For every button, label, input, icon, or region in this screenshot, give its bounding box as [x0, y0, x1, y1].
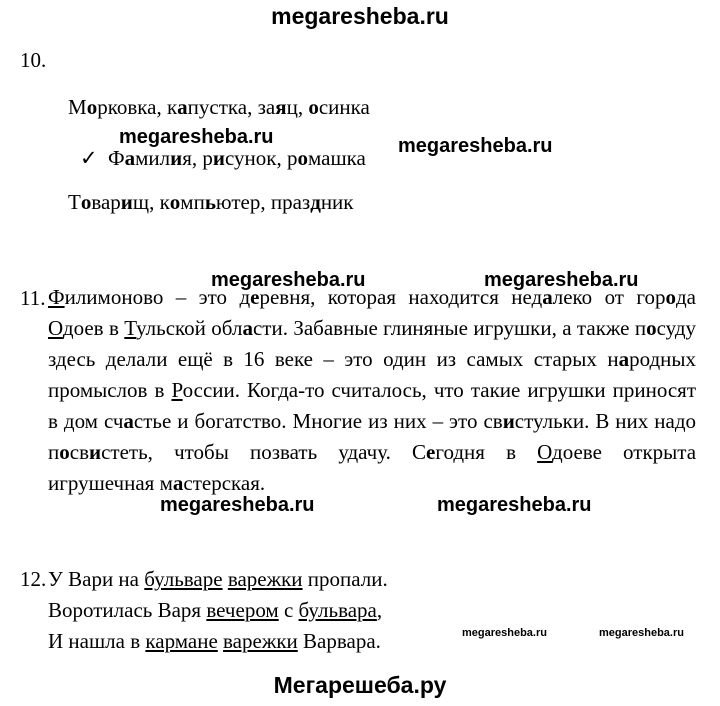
- bold-letter: о: [169, 190, 181, 214]
- watermark: megaresheba.ru: [398, 135, 553, 157]
- text-run: пустка, за: [187, 95, 276, 119]
- text-run: щ, к: [132, 190, 170, 214]
- bold-letter: и: [120, 190, 133, 214]
- bold-letter: е: [250, 285, 260, 309]
- watermark: megaresheba.ru: [437, 494, 592, 516]
- watermark: megaresheba.ru: [599, 627, 684, 639]
- underlined-text: варежки: [223, 629, 298, 653]
- text-run: машка: [308, 146, 366, 170]
- underlined-text: Т: [124, 316, 137, 340]
- text-run: св: [69, 440, 89, 464]
- bold-letter: а: [242, 316, 253, 340]
- text-run: оссии. Когда-то считалось, что такие игрушки приносят в дом сч: [48, 378, 696, 433]
- underlined-text: О: [48, 316, 63, 340]
- bold-letter: о: [59, 440, 70, 464]
- exercise-11-number: 11.: [20, 286, 46, 310]
- bold-letter: а: [172, 471, 184, 495]
- text-run: доеве открыта игрушечная м: [48, 440, 697, 495]
- exercise-12-number: 12.: [20, 567, 47, 591]
- text-run: суду здесь делали ещё в 16 веке – это один из самых старых н: [48, 316, 696, 371]
- bold-letter: е: [426, 440, 436, 464]
- footer-brand: Мегарешеба.ру: [273, 672, 447, 698]
- underlined-text: бульвара: [298, 598, 377, 622]
- ex12-line-2: [48, 597, 382, 623]
- ex10-line-3: [68, 189, 354, 215]
- text-run: родных промыслов в: [48, 347, 696, 402]
- underlined-text: варежки: [227, 567, 303, 591]
- watermark: megaresheba.ru: [462, 627, 547, 639]
- text-run: стеть, чтобы позвать удачу. С: [101, 440, 427, 464]
- underlined-text: вечером: [206, 598, 279, 622]
- ex10-line-2: [108, 145, 366, 171]
- text-run: стье и богатство. Многие из них – это св: [133, 409, 503, 433]
- check-mark-icon: ✓: [80, 146, 98, 170]
- watermark: megaresheba.ru: [211, 269, 366, 291]
- text-run: сунок, р: [225, 146, 298, 170]
- text-run: годня в: [435, 440, 538, 464]
- text-run: ник: [320, 190, 354, 214]
- bold-letter: о: [665, 285, 676, 309]
- text-run: Варвара.: [297, 629, 381, 653]
- bold-letter: а: [618, 347, 630, 371]
- bold-letter: а: [124, 146, 136, 170]
- text-run: ,: [376, 598, 383, 622]
- bold-letter: и: [170, 146, 183, 170]
- text-run: сти. Забавные глиняные игрушки, а также п: [252, 316, 647, 340]
- bold-letter: а: [542, 285, 553, 309]
- text-run: мил: [135, 146, 171, 170]
- text-run: синка: [318, 95, 370, 119]
- ex12-line-3: [48, 628, 381, 654]
- ex12-line-1: [48, 566, 388, 592]
- text-run: да: [675, 285, 696, 309]
- text-run: стерская.: [183, 471, 266, 495]
- text-run: ревня, которая находится нед: [259, 285, 543, 309]
- text-run: леко от гор: [552, 285, 666, 309]
- bold-letter: а: [123, 409, 134, 433]
- underlined-text: кармане: [145, 629, 218, 653]
- bold-letter: о: [308, 95, 319, 119]
- text-run: М: [68, 95, 87, 119]
- text-run: я, р: [182, 146, 213, 170]
- text-run: ютер, праз: [215, 190, 311, 214]
- text-run: ц,: [286, 95, 309, 119]
- text-run: пропали.: [302, 567, 388, 591]
- bold-letter: д: [310, 190, 321, 214]
- bold-letter: а: [177, 95, 188, 119]
- underlined-text: Р: [171, 378, 183, 402]
- text-run: У Вари на: [48, 567, 145, 591]
- underlined-text: бульваре: [144, 567, 223, 591]
- ex10-line-1: [68, 94, 370, 120]
- bold-letter: и: [89, 440, 102, 464]
- bold-letter: я: [275, 95, 287, 119]
- text-run: илимоново – это д: [64, 285, 251, 309]
- bold-letter: и: [212, 146, 225, 170]
- bold-letter: о: [297, 146, 308, 170]
- text-run: с: [278, 598, 299, 622]
- bold-letter: о: [86, 95, 98, 119]
- text-run: Ф: [108, 146, 125, 170]
- text-run: доев в: [62, 316, 125, 340]
- text-run: Воротилась Варя: [48, 598, 207, 622]
- text-run: И нашла в: [48, 629, 146, 653]
- bold-letter: о: [646, 316, 657, 340]
- bold-letter: ь: [204, 190, 216, 214]
- ex11-paragraph: [48, 282, 696, 499]
- text-run: вар: [91, 190, 121, 214]
- underlined-text: О: [537, 440, 553, 464]
- text-run: рковка, к: [97, 95, 178, 119]
- text-run: ульской обл: [136, 316, 243, 340]
- underlined-text: Ф: [48, 285, 65, 309]
- bold-letter: о: [80, 190, 92, 214]
- text-run: стульки. В них надо п: [48, 409, 697, 464]
- watermark: megaresheba.ru: [119, 126, 274, 148]
- text-run: мп: [180, 190, 205, 214]
- text-run: Т: [68, 190, 81, 214]
- watermark: megaresheba.ru: [484, 269, 639, 291]
- watermark: megaresheba.ru: [160, 494, 315, 516]
- exercise-10-number: 10.: [20, 48, 47, 72]
- bold-letter: и: [502, 409, 515, 433]
- header-watermark: megaresheba.ru: [271, 3, 449, 29]
